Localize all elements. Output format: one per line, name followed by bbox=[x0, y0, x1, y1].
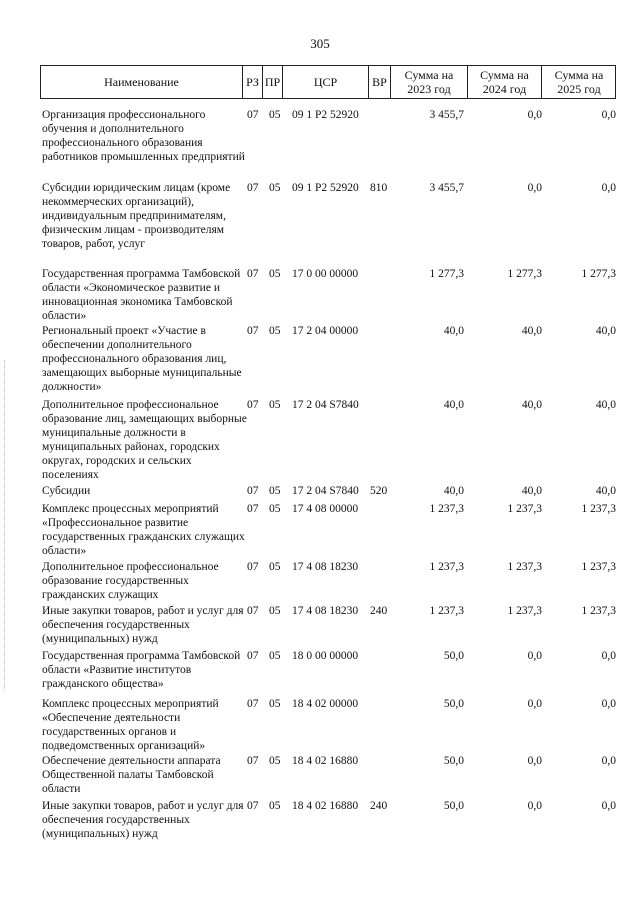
row-rz: 07 bbox=[247, 325, 259, 337]
row-pr: 05 bbox=[269, 268, 281, 280]
row-sum-2025: 0,0 bbox=[601, 755, 616, 767]
row-sum-2023: 1 277,3 bbox=[429, 268, 464, 280]
row-sum-2025: 1 237,3 bbox=[581, 561, 616, 573]
row-rz: 07 bbox=[247, 485, 259, 497]
row-sum-2025: 0,0 bbox=[601, 698, 616, 710]
row-name: Комплекс процессных мероприятий «Профессиональное развитие государственных гражданских служащих области» bbox=[42, 503, 245, 557]
row-sum-2023: 1 237,3 bbox=[429, 561, 464, 573]
row-csr: 17 4 08 18230 bbox=[292, 561, 359, 573]
row-name: Государственная программа Тамбовской области «Экономическое развитие и инновационная экономика Тамбовской области» bbox=[42, 268, 241, 322]
row-csr: 18 4 02 16880 bbox=[292, 755, 359, 767]
row-csr: 17 4 08 00000 bbox=[292, 503, 359, 515]
row-sum-2025: 1 237,3 bbox=[581, 503, 616, 515]
row-sum-2023: 3 455,7 bbox=[429, 109, 464, 121]
row-pr: 05 bbox=[269, 800, 281, 812]
row-vr: 240 bbox=[370, 800, 388, 812]
row-sum-2024: 40,0 bbox=[521, 325, 542, 337]
row-sum-2023: 40,0 bbox=[443, 325, 464, 337]
row-sum-2023: 50,0 bbox=[443, 755, 464, 767]
header-sum-2025: Сумма на 2025 год bbox=[554, 68, 604, 96]
header-sum-2023: Сумма на 2023 год bbox=[391, 66, 468, 98]
row-sum-2024: 0,0 bbox=[527, 109, 542, 121]
row-name: Дополнительное профессиональное образование государственных гражданских служащих bbox=[42, 561, 219, 601]
row-sum-2024: 0,0 bbox=[527, 755, 542, 767]
header-sum-2024: Сумма на 2024 год bbox=[468, 66, 542, 98]
row-sum-2023: 40,0 bbox=[443, 399, 464, 411]
row-rz: 07 bbox=[247, 698, 259, 710]
row-sum-2024: 0,0 bbox=[527, 698, 542, 710]
row-pr: 05 bbox=[269, 485, 281, 497]
row-sum-2024: 40,0 bbox=[521, 399, 542, 411]
row-sum-2024: 40,0 bbox=[521, 485, 542, 497]
row-sum-2023: 1 237,3 bbox=[429, 503, 464, 515]
row-sum-2023: 50,0 bbox=[443, 650, 464, 662]
row-sum-2023: 1 237,3 bbox=[429, 605, 464, 617]
row-sum-2024: 1 277,3 bbox=[507, 268, 542, 280]
row-sum-2025: 40,0 bbox=[595, 325, 616, 337]
row-csr: 17 2 04 S7840 bbox=[292, 485, 359, 497]
header-rz: РЗ bbox=[243, 66, 263, 98]
row-rz: 07 bbox=[247, 800, 259, 812]
header-name: Наименование bbox=[41, 66, 243, 98]
row-pr: 05 bbox=[269, 605, 281, 617]
row-sum-2025: 0,0 bbox=[601, 182, 616, 194]
row-sum-2024: 1 237,3 bbox=[507, 605, 542, 617]
header-pr: ПР bbox=[263, 66, 283, 98]
row-csr: 18 0 00 00000 bbox=[292, 650, 359, 662]
row-name: Субсидии bbox=[42, 485, 91, 497]
row-csr: 17 4 08 18230 bbox=[292, 605, 359, 617]
row-name: Дополнительное профессиональное образование лиц, замещающих выборные муниципальные должности в муниципальных районах, городских округах, городских и сельских поселениях bbox=[42, 399, 247, 481]
row-sum-2025: 1 277,3 bbox=[581, 268, 616, 280]
margin-stamp bbox=[4, 360, 9, 690]
row-sum-2025: 40,0 bbox=[595, 485, 616, 497]
page-number: 305 bbox=[310, 36, 330, 51]
row-sum-2025: 0,0 bbox=[601, 109, 616, 121]
row-sum-2024: 1 237,3 bbox=[507, 561, 542, 573]
row-name: Региональный проект «Участие в обеспечении дополнительного профессионального образования лиц, замещающих выборные муниципальные должности» bbox=[42, 325, 242, 393]
row-sum-2024: 0,0 bbox=[527, 800, 542, 812]
row-name: Иные закупки товаров, работ и услуг для обеспечения государственных (муниципальных) нужд bbox=[42, 800, 244, 840]
row-vr: 240 bbox=[370, 605, 388, 617]
row-name: Субсидии юридическим лицам (кроме некоммерческих организаций), индивидуальным предпринимателям, физическим лицам - производителям товаров, работ, услуг bbox=[42, 182, 231, 250]
row-sum-2025: 40,0 bbox=[595, 399, 616, 411]
row-pr: 05 bbox=[269, 698, 281, 710]
row-sum-2023: 50,0 bbox=[443, 698, 464, 710]
row-pr: 05 bbox=[269, 182, 281, 194]
row-name: Обеспечение деятельности аппарата Общественной палаты Тамбовской области bbox=[42, 755, 221, 795]
row-vr: 520 bbox=[370, 485, 388, 497]
row-sum-2023: 40,0 bbox=[443, 485, 464, 497]
row-pr: 05 bbox=[269, 503, 281, 515]
row-pr: 05 bbox=[269, 109, 281, 121]
table-header bbox=[40, 65, 616, 99]
row-pr: 05 bbox=[269, 399, 281, 411]
row-pr: 05 bbox=[269, 755, 281, 767]
row-name: Организация профессионального обучения и дополнительного профессионального образования работников промышленных предприятий bbox=[42, 109, 245, 163]
row-csr: 18 4 02 16880 bbox=[292, 800, 359, 812]
row-rz: 07 bbox=[247, 399, 259, 411]
header-csr: ЦСР bbox=[283, 66, 369, 98]
row-pr: 05 bbox=[269, 325, 281, 337]
row-sum-2023: 3 455,7 bbox=[429, 182, 464, 194]
row-pr: 05 bbox=[269, 650, 281, 662]
row-rz: 07 bbox=[247, 503, 259, 515]
row-sum-2023: 50,0 bbox=[443, 800, 464, 812]
row-rz: 07 bbox=[247, 561, 259, 573]
row-vr: 810 bbox=[370, 182, 388, 194]
row-csr: 17 2 04 S7840 bbox=[292, 399, 359, 411]
row-sum-2025: 1 237,3 bbox=[581, 605, 616, 617]
row-sum-2024: 0,0 bbox=[527, 182, 542, 194]
row-rz: 07 bbox=[247, 605, 259, 617]
row-csr: 17 0 00 00000 bbox=[292, 268, 359, 280]
row-csr: 17 2 04 00000 bbox=[292, 325, 359, 337]
row-csr: 18 4 02 00000 bbox=[292, 698, 359, 710]
row-rz: 07 bbox=[247, 650, 259, 662]
row-name: Комплекс процессных мероприятий «Обеспечение деятельности государственных органов и подведомственных организаций» bbox=[42, 698, 219, 752]
row-rz: 07 bbox=[247, 268, 259, 280]
row-name: Государственная программа Тамбовской области «Развитие институтов гражданского общества» bbox=[42, 650, 241, 690]
row-sum-2024: 0,0 bbox=[527, 650, 542, 662]
row-sum-2025: 0,0 bbox=[601, 650, 616, 662]
row-sum-2025: 0,0 bbox=[601, 800, 616, 812]
row-name: Иные закупки товаров, работ и услуг для обеспечения государственных (муниципальных) нужд bbox=[42, 605, 244, 645]
row-rz: 07 bbox=[247, 109, 259, 121]
row-csr: 09 1 P2 52920 bbox=[292, 182, 359, 194]
header-vr: ВР bbox=[369, 66, 391, 98]
row-sum-2024: 1 237,3 bbox=[507, 503, 542, 515]
row-pr: 05 bbox=[269, 561, 281, 573]
row-csr: 09 1 P2 52920 bbox=[292, 109, 359, 121]
row-rz: 07 bbox=[247, 755, 259, 767]
row-rz: 07 bbox=[247, 182, 259, 194]
